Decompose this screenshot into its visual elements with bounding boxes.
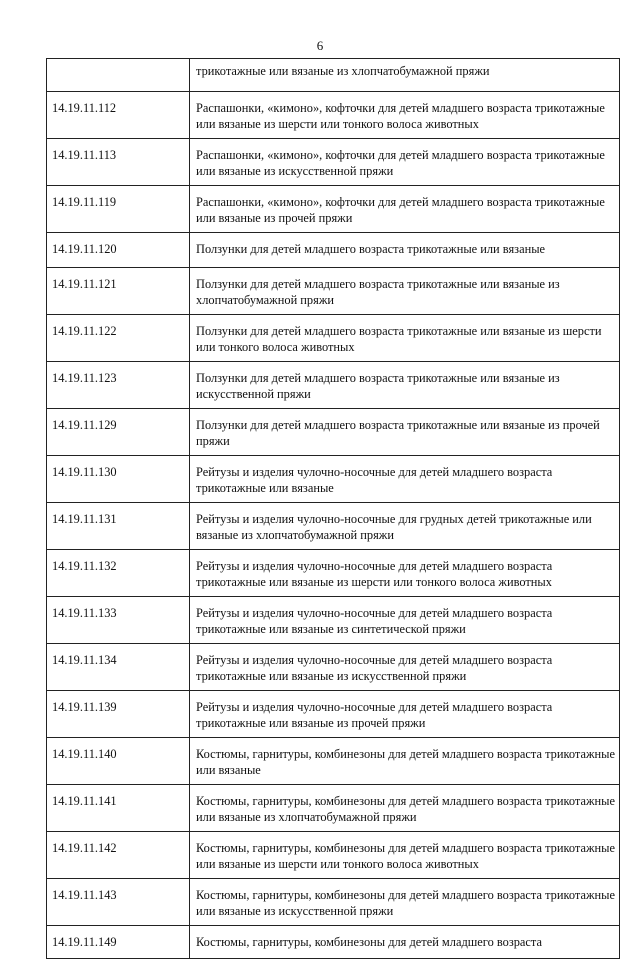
table-row bbox=[47, 233, 620, 268]
table-row bbox=[47, 362, 620, 409]
description-cell: Рейтузы и изделия чулочно-носочные для детей младшего возраста трикотажные или вязаные из прочей пряжи bbox=[190, 691, 620, 738]
table-row bbox=[47, 550, 620, 597]
code-cell: 14.19.11.129 bbox=[47, 409, 190, 456]
description-cell: Костюмы, гарнитуры, комбинезоны для детей младшего возраста bbox=[190, 926, 620, 959]
code-cell: 14.19.11.121 bbox=[47, 268, 190, 315]
code-cell: 14.19.11.141 bbox=[47, 785, 190, 832]
code-cell: 14.19.11.131 bbox=[47, 503, 190, 550]
code-cell: 14.19.11.149 bbox=[47, 926, 190, 959]
table-row bbox=[47, 456, 620, 503]
table-row bbox=[47, 503, 620, 550]
code-cell: 14.19.11.143 bbox=[47, 879, 190, 926]
description-cell: Ползунки для детей младшего возраста трикотажные или вязаные bbox=[190, 233, 620, 268]
code-cell bbox=[47, 59, 190, 92]
table-row bbox=[47, 409, 620, 456]
table-row bbox=[47, 832, 620, 879]
code-cell: 14.19.11.132 bbox=[47, 550, 190, 597]
description-cell: Костюмы, гарнитуры, комбинезоны для детей младшего возраста трикотажные или вязаные из хлопчатобумажной пряжи bbox=[190, 785, 620, 832]
description-cell: Рейтузы и изделия чулочно-носочные для детей младшего возраста трикотажные или вязаные из шерсти или тонкого волоса животных bbox=[190, 550, 620, 597]
description-cell: Рейтузы и изделия чулочно-носочные для детей младшего возраста трикотажные или вязаные bbox=[190, 456, 620, 503]
code-cell: 14.19.11.119 bbox=[47, 186, 190, 233]
table-row bbox=[47, 738, 620, 785]
code-cell: 14.19.11.142 bbox=[47, 832, 190, 879]
code-cell: 14.19.11.123 bbox=[47, 362, 190, 409]
table-row bbox=[47, 926, 620, 959]
description-cell: Ползунки для детей младшего возраста трикотажные или вязаные из хлопчатобумажной пряжи bbox=[190, 268, 620, 315]
description-cell: Костюмы, гарнитуры, комбинезоны для детей младшего возраста трикотажные или вязаные bbox=[190, 738, 620, 785]
code-cell: 14.19.11.130 bbox=[47, 456, 190, 503]
description-cell: Рейтузы и изделия чулочно-носочные для детей младшего возраста трикотажные или вязаные из искусственной пряжи bbox=[190, 644, 620, 691]
table-row bbox=[47, 785, 620, 832]
code-cell: 14.19.11.133 bbox=[47, 597, 190, 644]
description-cell: Рейтузы и изделия чулочно-носочные для грудных детей трикотажные или вязаные из хлопчатобумажной пряжи bbox=[190, 503, 620, 550]
description-cell: Распашонки, «кимоно», кофточки для детей младшего возраста трикотажные или вязаные из шерсти или тонкого волоса животных bbox=[190, 92, 620, 139]
table-row bbox=[47, 879, 620, 926]
description-cell: Костюмы, гарнитуры, комбинезоны для детей младшего возраста трикотажные или вязаные из искусственной пряжи bbox=[190, 879, 620, 926]
description-cell: Рейтузы и изделия чулочно-носочные для детей младшего возраста трикотажные или вязаные из синтетической пряжи bbox=[190, 597, 620, 644]
table-row bbox=[47, 597, 620, 644]
code-cell: 14.19.11.140 bbox=[47, 738, 190, 785]
classification-table bbox=[46, 58, 620, 959]
page-number: 6 bbox=[316, 38, 324, 53]
table-row bbox=[47, 186, 620, 233]
code-cell: 14.19.11.139 bbox=[47, 691, 190, 738]
table-row bbox=[47, 139, 620, 186]
description-cell: Костюмы, гарнитуры, комбинезоны для детей младшего возраста трикотажные или вязаные из шерсти или тонкого волоса животных bbox=[190, 832, 620, 879]
code-cell: 14.19.11.112 bbox=[47, 92, 190, 139]
code-cell: 14.19.11.134 bbox=[47, 644, 190, 691]
description-cell: Ползунки для детей младшего возраста трикотажные или вязаные из прочей пряжи bbox=[190, 409, 620, 456]
table-row bbox=[47, 315, 620, 362]
table-row bbox=[47, 644, 620, 691]
table-row bbox=[47, 92, 620, 139]
description-cell: Ползунки для детей младшего возраста трикотажные или вязаные из искусственной пряжи bbox=[190, 362, 620, 409]
code-cell: 14.19.11.122 bbox=[47, 315, 190, 362]
description-cell: Распашонки, «кимоно», кофточки для детей младшего возраста трикотажные или вязаные из искусственной пряжи bbox=[190, 139, 620, 186]
code-cell: 14.19.11.113 bbox=[47, 139, 190, 186]
table-row bbox=[47, 59, 620, 92]
table-row bbox=[47, 268, 620, 315]
description-cell: Ползунки для детей младшего возраста трикотажные или вязаные из шерсти или тонкого волоса животных bbox=[190, 315, 620, 362]
description-cell: Распашонки, «кимоно», кофточки для детей младшего возраста трикотажные или вязаные из прочей пряжи bbox=[190, 186, 620, 233]
description-cell: трикотажные или вязаные из хлопчатобумажной пряжи bbox=[190, 59, 620, 92]
table-row bbox=[47, 691, 620, 738]
code-cell: 14.19.11.120 bbox=[47, 233, 190, 268]
